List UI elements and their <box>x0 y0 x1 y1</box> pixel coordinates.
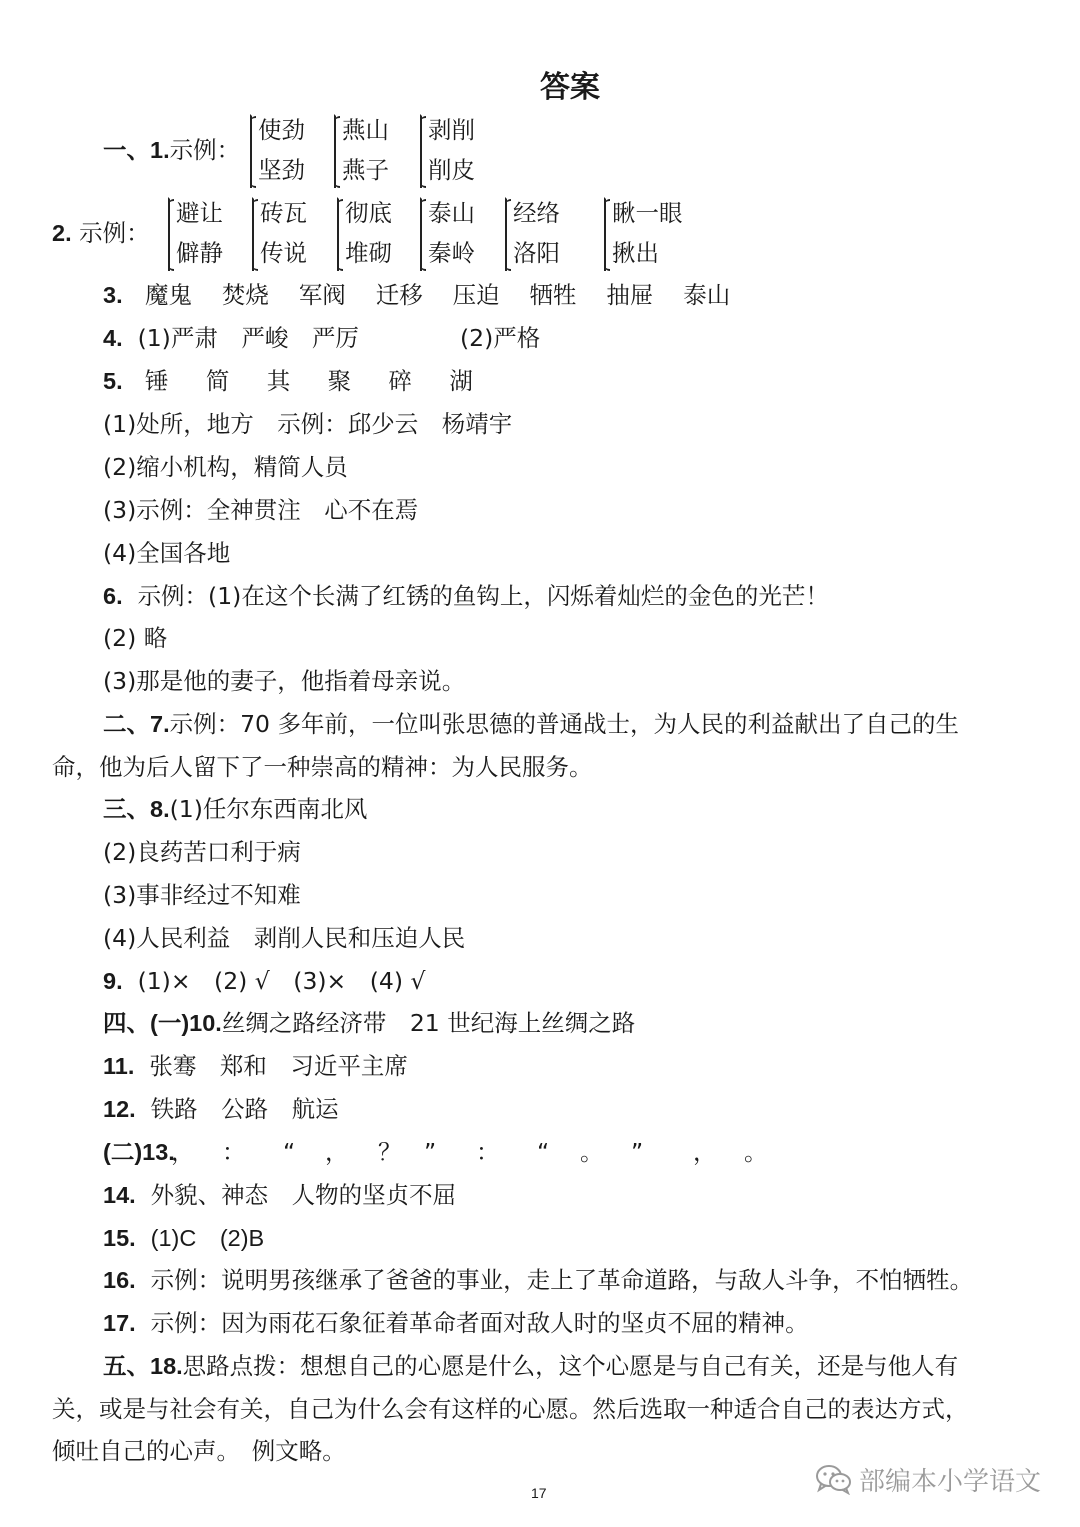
q3-line: 3. 魔鬼 焚烧 军阀 迁移 压迫 牺牲 抽屉 泰山 <box>103 281 731 309</box>
q5-sub-2: (2)缩小机构，精简人员 <box>103 453 348 481</box>
q12-line: 12. 铁路 公路 航运 <box>103 1095 339 1123</box>
q2-group-5: 经络 洛阳 <box>505 193 560 273</box>
q5-sub-4: (4)全国各地 <box>103 539 231 567</box>
q2-group-1: 避让 僻静 <box>168 193 223 273</box>
q13-line: (二)13. <box>103 1139 175 1165</box>
q15-line: 15. (1)C (2)B <box>103 1225 265 1251</box>
q18-line-2: 关，或是与社会有关，自己为什么会有这样的心愿。然后选取一种适合自己的表达方式， <box>52 1395 969 1423</box>
q13-mark-9: 。 <box>580 1138 604 1166</box>
q10-line: 四、(一)10.丝绸之路经济带 21 世纪海上丝绸之路 <box>103 1009 636 1037</box>
q13-mark-3: “ <box>283 1138 296 1166</box>
q2-group-3: 彻底 堆砌 <box>337 193 392 273</box>
q18-line-3: 倾吐自己的心声。 例文略。 <box>52 1437 346 1465</box>
q17-line: 17. 示例：因为雨花石象征着革命者面对敌人时的坚贞不屈的精神。 <box>103 1309 809 1337</box>
q5-line: 5. 锤 简 其 聚 碎 湖 <box>103 367 473 395</box>
q4-line: 4. (1)严肃 严峻 严厉 <box>103 324 359 352</box>
q2-group-2: 砖瓦 传说 <box>252 193 307 273</box>
q6-line-2: (2) 略 <box>103 624 168 652</box>
q8-line-1: 三、8.(1)任尔东西南北风 <box>103 795 368 823</box>
q5-sub-3: (3)示例：全神贯注 心不在焉 <box>103 496 419 524</box>
q16-line: 16. 示例：说明男孩继承了爸爸的事业，走上了革命道路，与敌人斗争，不怕牺牲。 <box>103 1266 974 1294</box>
q13-mark-4: ， <box>325 1138 349 1166</box>
page-number: 17 <box>531 1485 547 1501</box>
q13-mark-5: ？ <box>378 1138 402 1166</box>
q7-line-2: 命，他为后人留下了一种崇高的精神：为人民服务。 <box>52 753 593 781</box>
q4-part2: (2)严格 <box>460 324 541 352</box>
q13-mark-7: ： <box>476 1138 500 1166</box>
q1-group-2: 燕山 燕子 <box>334 110 389 190</box>
q8-line-4: (4)人民利益 剥削人民和压迫人民 <box>103 924 466 952</box>
q13-mark-2: ： <box>222 1138 246 1166</box>
page-title: 答案 <box>540 70 600 105</box>
q2-group-4: 泰山 秦岭 <box>420 193 475 273</box>
q8-line-2: (2)良药苦口利于病 <box>103 838 301 866</box>
q13-mark-10: ” <box>631 1138 644 1166</box>
q2-label: 2. 示例： <box>52 219 150 247</box>
q13-mark-6: ” <box>424 1138 437 1166</box>
q13-mark-11: ， <box>693 1138 717 1166</box>
watermark <box>815 1461 1041 1502</box>
q6-line-1: 6. 示例：(1)在这个长满了红锈的鱼钩上，闪烁着灿烂的金色的光芒！ <box>103 582 829 610</box>
q1-label: 一、1.示例： <box>103 136 241 164</box>
q2-group-6: 瞅一眼 揪出 <box>604 193 683 273</box>
q8-line-3: (3)事非经过不知难 <box>103 881 301 909</box>
wechat-icon <box>815 1463 853 1502</box>
q14-line: 14. 外貌、神态 人物的坚贞不屈 <box>103 1181 457 1209</box>
q5-sub-1: (1)处所，地方 示例：邱少云 杨靖宇 <box>103 410 513 438</box>
watermark-text: 部编本小学语文 <box>859 1467 1042 1497</box>
q13-mark-1: ， <box>171 1138 195 1166</box>
q1-group-1: 使劲 坚劲 <box>250 110 305 190</box>
q13-mark-8: “ <box>537 1138 550 1166</box>
q7-line-1: 二、7.示例：70 多年前，一位叫张思德的普通战士，为人民的利益献出了自己的生 <box>103 710 959 738</box>
q1-group-3: 剥削 削皮 <box>420 110 475 190</box>
q6-line-3: (3)那是他的妻子，他指着母亲说。 <box>103 667 466 695</box>
q18-line-1: 五、18.思路点拨：想想自己的心愿是什么，这个心愿是与自己有关，还是与他人有 <box>103 1352 959 1380</box>
q13-mark-12: 。 <box>744 1138 768 1166</box>
q9-line: 9. (1)× (2) √ (3)× (4) √ <box>103 967 426 995</box>
q11-line: 11. 张骞 郑和 习近平主席 <box>103 1052 408 1080</box>
